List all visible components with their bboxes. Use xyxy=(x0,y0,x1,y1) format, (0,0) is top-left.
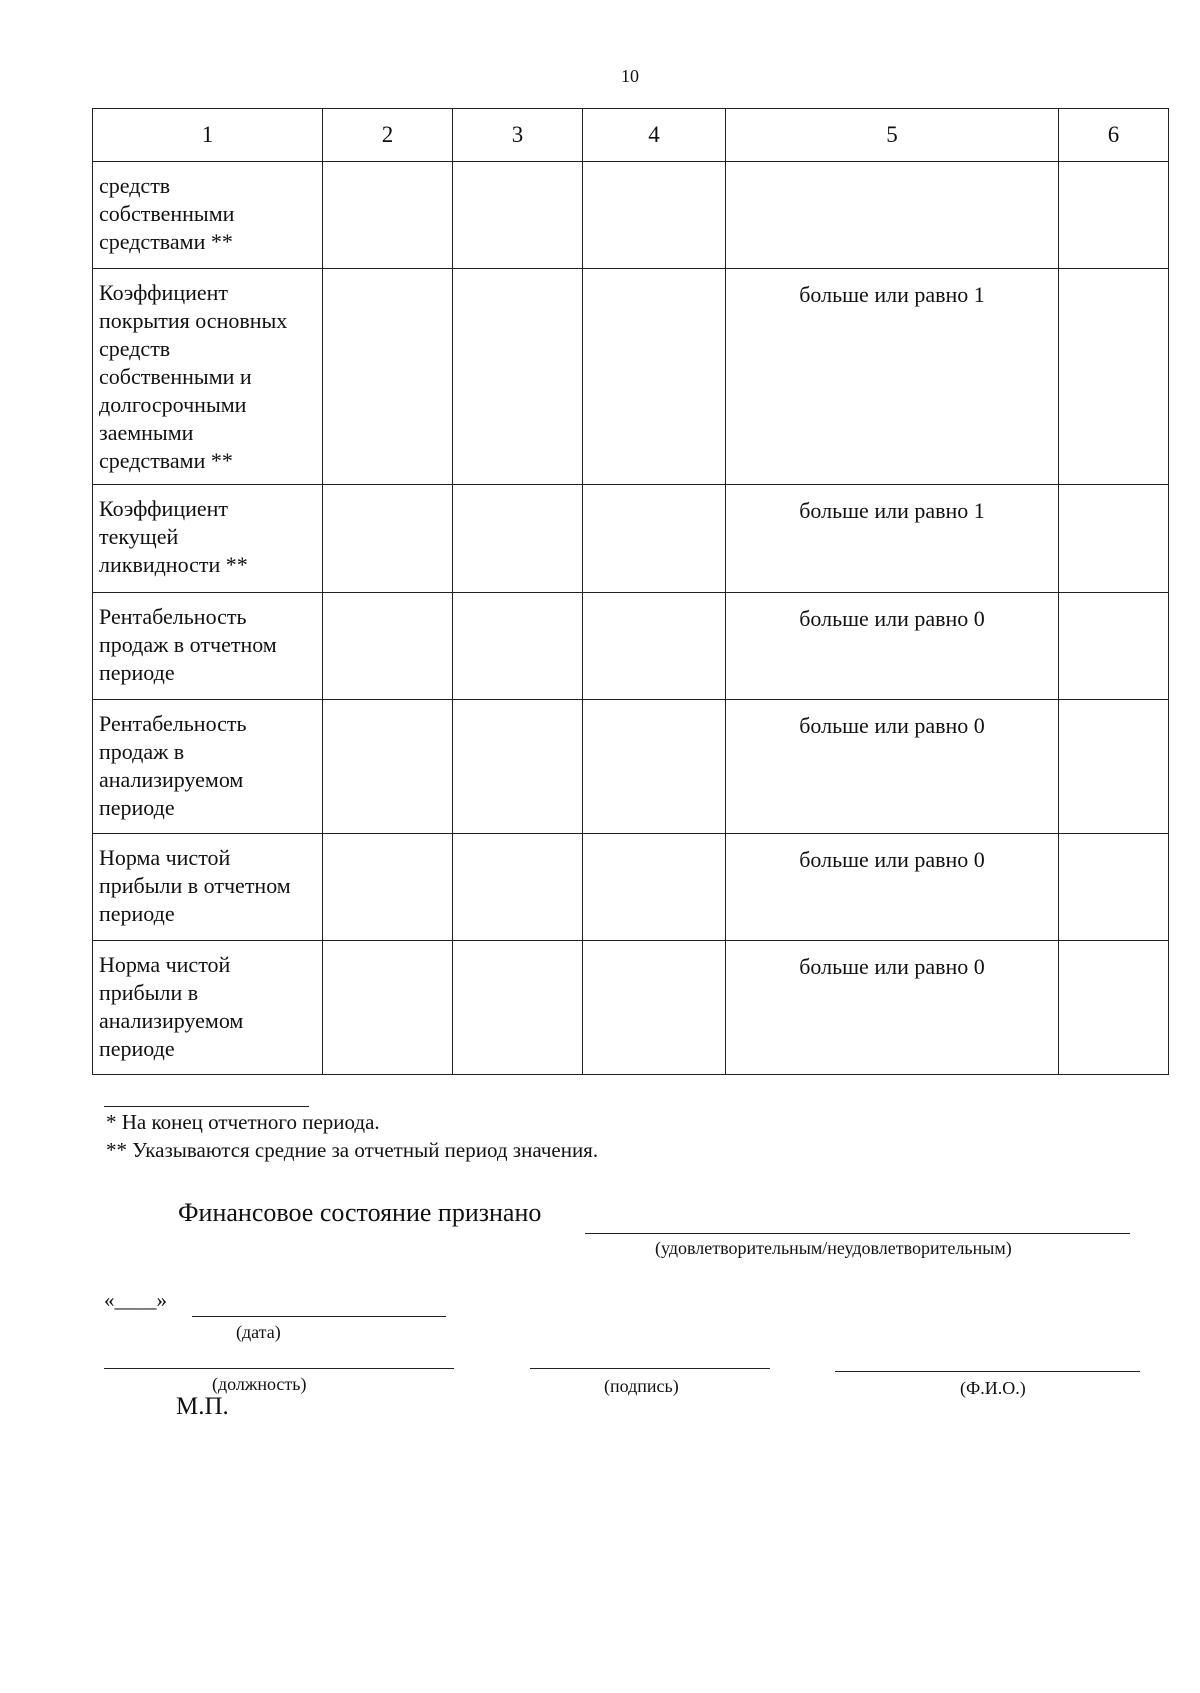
conclusion-caption: (удовлетворительным/неудовлетворительным) xyxy=(655,1238,1012,1258)
value-cell xyxy=(1059,700,1169,834)
indicator-cell xyxy=(93,485,323,593)
norm-value: больше или равно 0 xyxy=(799,713,985,738)
value-cell xyxy=(323,834,453,941)
norm-value: больше или равно 1 xyxy=(799,282,985,307)
value-cell xyxy=(453,941,583,1075)
indicator-name: Коэффициент текущей ликвидности ** xyxy=(99,496,248,577)
table-row xyxy=(93,485,1169,593)
financial-indicators-table xyxy=(92,108,1169,1075)
indicator-cell xyxy=(93,269,323,485)
value-cell xyxy=(583,162,726,269)
column-header: 1 xyxy=(93,109,323,162)
table-header-row xyxy=(93,109,1169,162)
indicator-name: Рентабельность продаж в анализируемом периоде xyxy=(99,711,247,820)
indicator-cell xyxy=(93,162,323,269)
value-cell xyxy=(323,269,453,485)
norm-value: больше или равно 0 xyxy=(799,954,985,979)
column-header: 5 xyxy=(726,109,1059,162)
name-caption: (Ф.И.О.) xyxy=(960,1378,1026,1398)
value-cell xyxy=(323,162,453,269)
value-cell xyxy=(1059,593,1169,700)
stamp-placeholder: М.П. xyxy=(176,1393,229,1420)
indicator-cell xyxy=(93,834,323,941)
table-row xyxy=(93,269,1169,485)
column-header: 6 xyxy=(1059,109,1169,162)
value-cell xyxy=(323,485,453,593)
page-number: 10 xyxy=(621,66,639,86)
signature-blank-line xyxy=(530,1368,770,1369)
position-blank-line xyxy=(104,1368,454,1369)
column-header: 3 xyxy=(453,109,583,162)
conclusion-blank-line xyxy=(585,1233,1130,1234)
norm-cell xyxy=(726,834,1059,941)
norm-value: больше или равно 0 xyxy=(799,847,985,872)
table-row xyxy=(93,162,1169,269)
value-cell xyxy=(453,162,583,269)
position-caption: (должность) xyxy=(212,1374,307,1394)
footnote: ** Указываются средние за отчетный период значения. xyxy=(106,1138,599,1162)
value-cell xyxy=(453,700,583,834)
value-cell xyxy=(453,834,583,941)
indicator-name: Рентабельность продаж в отчетном периоде xyxy=(99,604,277,685)
value-cell xyxy=(583,269,726,485)
norm-value: больше или равно 1 xyxy=(799,498,985,523)
column-header: 2 xyxy=(323,109,453,162)
value-cell xyxy=(1059,162,1169,269)
table-row xyxy=(93,834,1169,941)
value-cell xyxy=(583,941,726,1075)
norm-cell xyxy=(726,941,1059,1075)
conclusion-text: Финансовое состояние признано xyxy=(178,1198,542,1227)
value-cell xyxy=(323,593,453,700)
norm-cell xyxy=(726,485,1059,593)
signature-caption: (подпись) xyxy=(604,1376,679,1396)
date-blank-line xyxy=(192,1316,446,1317)
value-cell xyxy=(583,700,726,834)
value-cell xyxy=(1059,485,1169,593)
value-cell xyxy=(583,834,726,941)
name-blank-line xyxy=(835,1371,1140,1372)
norm-cell xyxy=(726,162,1059,269)
indicator-name: Коэффициент покрытия основных средств собственными и долгосрочными заемными средствами ** xyxy=(99,280,288,473)
value-cell xyxy=(1059,269,1169,485)
value-cell xyxy=(583,485,726,593)
value-cell xyxy=(323,941,453,1075)
table-row xyxy=(93,700,1169,834)
norm-cell xyxy=(726,269,1059,485)
value-cell xyxy=(583,593,726,700)
indicator-cell xyxy=(93,700,323,834)
norm-value: больше или равно 0 xyxy=(799,606,985,631)
value-cell xyxy=(453,269,583,485)
value-cell xyxy=(323,700,453,834)
table-row xyxy=(93,593,1169,700)
indicator-cell xyxy=(93,593,323,700)
date-day-field: «____» xyxy=(104,1288,167,1312)
value-cell xyxy=(1059,834,1169,941)
norm-value xyxy=(726,162,1058,174)
indicator-name: Норма чистой прибыли в анализируемом периоде xyxy=(99,952,244,1061)
indicator-name: Норма чистой прибыли в отчетном периоде xyxy=(99,845,291,926)
indicator-cell xyxy=(93,941,323,1075)
table-row xyxy=(93,941,1169,1075)
column-header: 4 xyxy=(583,109,726,162)
value-cell xyxy=(453,485,583,593)
date-caption: (дата) xyxy=(236,1322,281,1342)
footnote: * На конец отчетного периода. xyxy=(106,1110,380,1134)
norm-cell xyxy=(726,593,1059,700)
indicator-name: средств собственными средствами ** xyxy=(99,173,235,254)
value-cell xyxy=(1059,941,1169,1075)
norm-cell xyxy=(726,700,1059,834)
footnote-separator xyxy=(104,1106,309,1107)
value-cell xyxy=(453,593,583,700)
